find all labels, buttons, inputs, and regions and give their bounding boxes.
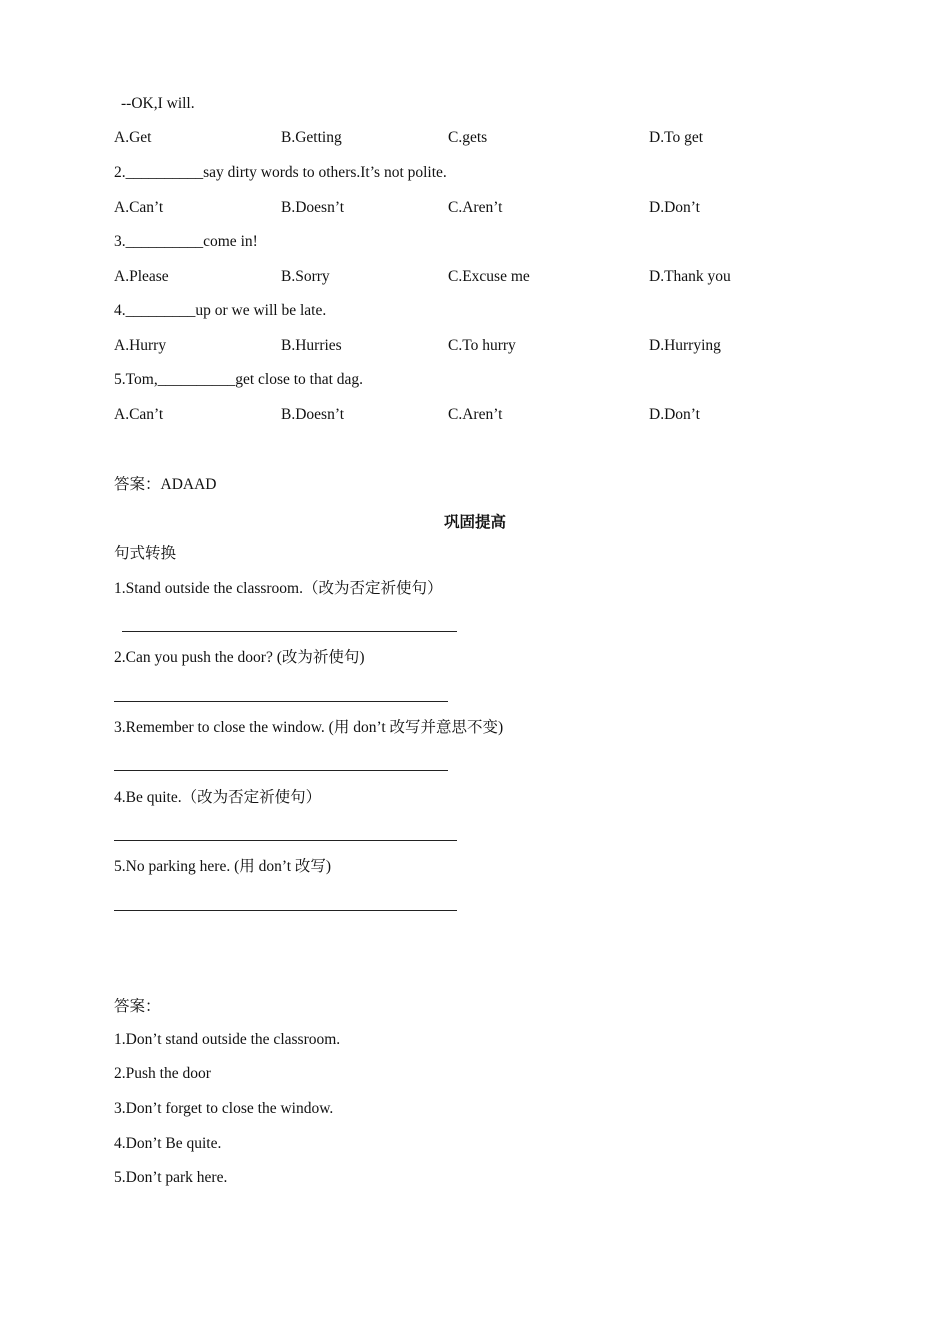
- q1-option-a: A.Get: [114, 129, 152, 146]
- answer-item-2: 2.Push the door: [114, 1065, 211, 1082]
- q4-option-c: C.To hurry: [448, 337, 516, 354]
- q4-option-b: B.Hurries: [281, 337, 342, 354]
- answer-item-1: 1.Don’t stand outside the classroom.: [114, 1031, 341, 1048]
- mc-answer-key: 答案：ADAAD: [114, 476, 217, 493]
- answer-blank-5: [114, 910, 457, 911]
- transform-item-1: 1.Stand outside the classroom.（改为否定祈使句）: [114, 580, 443, 597]
- q3-option-c: C.Excuse me: [448, 268, 530, 285]
- q5-option-a: A.Can’t: [114, 406, 164, 423]
- q4-option-a: A.Hurry: [114, 337, 167, 354]
- transform-item-2: 2.Can you push the door? (改为祈使句): [114, 649, 365, 666]
- q5-option-c: C.Aren’t: [448, 406, 503, 423]
- q1-option-b: B.Getting: [281, 129, 342, 146]
- transform-item-5: 5.No parking here. (用 don’t 改写): [114, 858, 332, 875]
- q1-option-d: D.To get: [649, 129, 704, 146]
- dialogue-reply: --OK,I will.: [121, 95, 195, 112]
- question-4: 4._________up or we will be late.: [114, 302, 327, 319]
- answer-blank-4: [114, 840, 457, 841]
- answers-label: 答案：: [114, 998, 161, 1015]
- q4-option-d: D.Hurrying: [649, 337, 721, 354]
- q3-option-b: B.Sorry: [281, 268, 330, 285]
- q1-option-c: C.gets: [448, 129, 488, 146]
- answer-blank-3: [114, 770, 448, 771]
- q5-option-d: D.Don’t: [649, 406, 700, 423]
- transform-item-4: 4.Be quite.（改为否定祈使句）: [114, 789, 322, 806]
- answer-blank-1: [122, 631, 457, 632]
- q2-option-c: C.Aren’t: [448, 199, 503, 216]
- q2-option-b: B.Doesn’t: [281, 199, 345, 216]
- section-subtitle: 句式转换: [114, 545, 177, 562]
- question-2: 2.__________say dirty words to others.It’s not polite.: [114, 164, 447, 181]
- answer-item-5: 5.Don’t park here.: [114, 1169, 228, 1186]
- transform-item-3: 3.Remember to close the window. (用 don’t 改写并意思不变): [114, 719, 504, 736]
- section-title: 巩固提高: [443, 514, 506, 531]
- q3-option-a: A.Please: [114, 268, 169, 285]
- q2-option-a: A.Can’t: [114, 199, 164, 216]
- answer-item-3: 3.Don’t forget to close the window.: [114, 1100, 334, 1117]
- question-3: 3.__________come in!: [114, 233, 258, 250]
- q3-option-d: D.Thank you: [649, 268, 731, 285]
- q2-option-d: D.Don’t: [649, 199, 700, 216]
- q5-option-b: B.Doesn’t: [281, 406, 345, 423]
- answer-item-4: 4.Don’t Be quite.: [114, 1135, 222, 1152]
- answer-blank-2: [114, 701, 448, 702]
- question-5: 5.Tom,__________get close to that dag.: [114, 371, 364, 388]
